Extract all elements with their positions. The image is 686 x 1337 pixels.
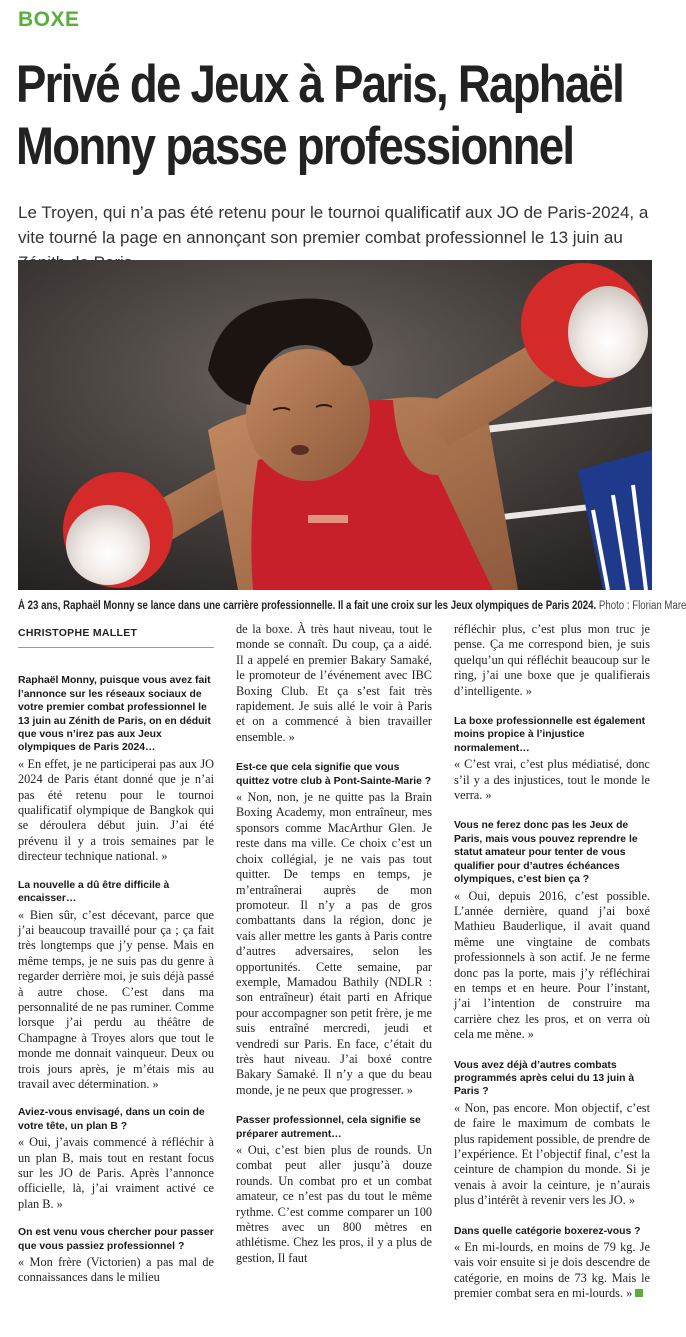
interview-question: Passer professionnel, cela signifie se préparer autrement…	[236, 1115, 421, 1140]
interview-answer: « Oui, j’avais commencé à réfléchir à un plan B, mais tout en restant focus sur les JO de Paris. Après l’annonce officielle, là, j’ai vraiment activé ce plan B. »	[18, 1135, 214, 1211]
photo-caption	[18, 598, 686, 614]
interview-answer: « Oui, c’est bien plus de rounds. Un combat peut aller jusqu’à douze rounds. Un combat pro et un combat amateur, ce n’est pas du tout le même rythme. C’est comme comparer un 100 mètres avec un 800 mètres en athlétisme. Chez les pros, il y a plus de gestion, Il faut	[236, 1143, 432, 1265]
interview-answer: « Non, pas encore. Mon objectif, c’est de faire le maximum de combats le plus rapidement possible, de prendre de l’expérience. Et l’objectif final, c’est la ceinture de champion du monde. Si je venais à avoir la ceinture, je n’aurais plus d’intérêt à revenir vers les JO. »	[454, 1100, 650, 1208]
author-byline: CHRISTOPHE MALLET	[18, 622, 214, 648]
interview-answer: « Bien sûr, c’est décevant, parce que j’ai beaucoup travaillé pour ça ; ça fait très longtemps que j’y pense. Mais en même temps, je ne suis pas du genre à regarder derrière moi, je suis déjà passé à autre chose. C’est dans ma personnalité de ne pas ruminer. Comme lorsque j’ai perdu au théâtre de Champagne à Troyes alors que tout le monde me donnait vainqueur. Deux ou trois jours après, je m’étais mis au travail avec détermination. »	[18, 907, 214, 1091]
head	[246, 349, 370, 481]
interview-question: La boxe professionnelle est également moins propice à l’injustice normalement…	[454, 716, 646, 754]
end-of-article-mark	[635, 1289, 643, 1297]
interview-question: On est venu vous chercher pour passer que vous passiez professionnel ?	[18, 1227, 214, 1252]
photo-credit: Photo : Florian Mare	[598, 600, 686, 612]
interview-question: Vous avez déjà d’autres combats programmés après celui du 13 juin à Paris ?	[454, 1059, 635, 1098]
headline: Privé de Jeux à Paris, Raphaël Monny passe professionnel	[16, 55, 624, 176]
interview-question: Est-ce que cela signifie que vous quittez votre club à Pont-Sainte-Marie ?	[236, 762, 432, 787]
article-column-2	[236, 622, 432, 1280]
interview-answer: « C’est vrai, c’est plus médiatisé, donc s’il y a des injustices, tout le monde le verra. »	[454, 757, 650, 803]
interview-question: Raphaël Monny, puisque vous avez fait l’annonce sur les réseaux sociaux de votre premier combat professionnel le 13 juin au Zénith de Paris, on en déduit que vous n’irez pas aux Jeux olympiques de Paris 2024…	[18, 675, 211, 754]
interview-answer: « Non, non, je ne quitte pas la Brain Boxing Academy, mon entraîneur, mes sponsors comme MacArthur Glen. Je reste dans ma ville. Ce choix c’est un choix collégial, je ne vais pas tout quitter. De temps en temps, je m’entraînerai auprès de mon promoteur. Il n’y a pas de gros combattants dans la région, donc je vais aller mettre les gants à Paris contre d’autres adversaires, selon les opportunités. Cette semaine, par exemple, Mamadou Bathily (NDLR : son entraîneur) était parti en Afrique pour accompagner son petit frère, je me suis entraîné mercredi, jeudi et vendredi sur Paris. En face, c’était du très haut niveau. J’ai boxé contre Bakary Samaké. Il n’y a que du beau monde, je ne peux que progresser. »	[236, 790, 432, 1097]
left-glove-palm	[66, 505, 150, 585]
interview-answer: de la boxe. À très haut niveau, tout le monde se connaît. Du coup, ça a aidé. Il a appelé en premier Bakary Samaké, le promoteur de l’événement avec IBC Boxing Club. Et ça s’est fait très rapidement. Je suis allé le voir à Paris et on a commencé à bien travailler ensemble. »	[236, 622, 432, 744]
right-glove-palm	[568, 286, 648, 378]
interview-answer: « Mon frère (Victorien) a pas mal de connaissances dans le milieu	[18, 1255, 214, 1285]
mouth	[291, 445, 309, 455]
interview-question: Aviez-vous envisagé, dans un coin de votre tête, un plan B ?	[18, 1107, 205, 1132]
lead-paragraph: Le Troyen, qui n’a pas été retenu pour le tournoi qualificatif aux JO de Paris-2024, a vite tourné la page en annonçant son premier combat professionnel le 13 juin au	[18, 203, 649, 247]
interview-answer-final	[454, 1240, 650, 1302]
singlet-logo	[308, 515, 348, 523]
final-answer-text: « En mi-lourds, en moins de 79 kg. Je vais voir ensuite si je dois descendre de catégorie, en moins de 73 kg. Mais le premier combat sera en mi-lourds. »	[454, 1240, 650, 1301]
section-rubric: BOXE	[18, 8, 80, 31]
interview-question: La nouvelle a dû être difficile à encaisser…	[18, 879, 170, 905]
article-column-3	[454, 622, 650, 1316]
article-column-1	[18, 622, 214, 1300]
interview-answer: « Oui, depuis 2016, c’est possible. L’année dernière, quand j’ai boxé Mathieu Bauderlique, il avait quand même une vingtaine de combats professionnels à son actif. Je ne ferme donc pas la porte, mais j’y réfléchirai en temps et en heure. Pour l’instant, j’ai l’intention de construire ma carrière chez les pros, et on verra où cela me mène. »	[454, 888, 650, 1042]
interview-answer: « En effet, je ne participerai pas aux JO 2024 de Paris étant donné que je n’ai pas été retenu pour le tournoi qualificatif olympique de Bangkok qui se déroulera début juin. J’ai été prévenu il y a trois semaines par le directeur technique national. »	[18, 756, 214, 864]
boxer-illustration	[18, 260, 652, 590]
boxer-photo	[18, 260, 652, 590]
interview-answer: réfléchir plus, c’est plus mon truc je pense. Ça me correspond bien, je suis quelqu’un qui réfléchit beaucoup sur le ring, j’ai une boxe que je qualifierais d’intelligente. »	[454, 622, 650, 698]
interview-question: Dans quelle catégorie boxerez-vous ?	[454, 1225, 641, 1237]
caption-text: À 23 ans, Raphaël Monny se lance dans une carrière professionnelle. Il a fait une croix sur les Jeux olympiques de Paris 2024.	[18, 600, 597, 612]
interview-question: Vous ne ferez donc pas les Jeux de Paris, mais vous pouvez reprendre le statut amateur pour tenter de vous qualifier pour d’autres échéances olympiques, c’est bien ça ?	[454, 820, 638, 886]
